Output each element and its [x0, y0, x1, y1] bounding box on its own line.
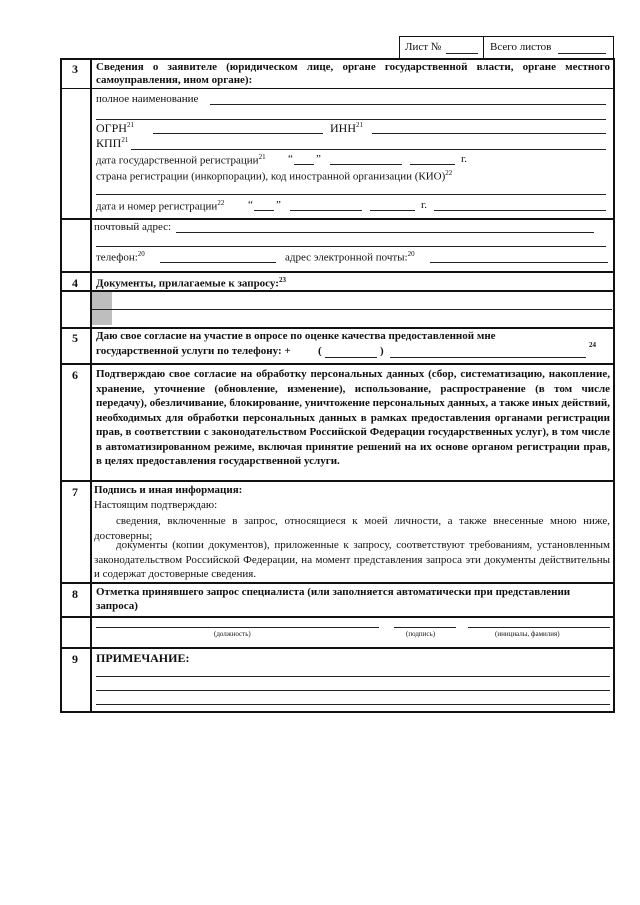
- note-field-2[interactable]: [96, 690, 610, 691]
- section-3-title: Сведения о заявителе (юридическом лице, органе государственной власти, органе местного самоуправления, ином органе):: [96, 61, 610, 86]
- reg-date-day-field[interactable]: [294, 164, 314, 165]
- full-name-label: полное наименование: [96, 93, 199, 105]
- postal-address-field-2[interactable]: [96, 246, 606, 247]
- reg-number-month-field[interactable]: [290, 210, 362, 211]
- initials-field[interactable]: [468, 627, 610, 628]
- reg-number-day-field[interactable]: [254, 210, 274, 211]
- section-8-title: Отметка принявшего запрос специалиста (или заполняется автоматически при представлении запроса): [96, 586, 571, 612]
- email-label: адрес электронной почты:$^{20}$: [285, 250, 415, 264]
- reg-date-number-label: дата и номер регистрации$^{22}$: [96, 199, 225, 213]
- section-7-para2: документы (копии документов), приложенные к запросу, соответствуют требованиям, установленным законодательством Российской Федерации, на момент представления запроса эти документы действительны и содержат достоверные сведения.: [94, 539, 610, 580]
- phone-field[interactable]: [160, 262, 276, 263]
- documents-field[interactable]: [92, 309, 612, 310]
- section-7-para1: сведения, включенные в запрос, относящиеся к моей личности, а также внесенные мною ниже, достоверны;: [94, 515, 610, 542]
- section-7-line1: Настоящим подтверждаю:: [94, 499, 218, 511]
- reg-number-field[interactable]: [434, 210, 606, 211]
- country-field[interactable]: [96, 194, 606, 195]
- reg-date-label: дата государственной регистрации$^{21}$: [96, 153, 266, 167]
- section-4-number: 4: [72, 276, 78, 290]
- postal-address-field[interactable]: [176, 232, 594, 233]
- reg-date-year-field[interactable]: [410, 164, 455, 165]
- inn-label: ИНН$^{21}$: [330, 121, 363, 135]
- section-7-number: 7: [72, 485, 78, 499]
- kpp-label: КПП$^{21}$: [96, 136, 129, 150]
- inn-field[interactable]: [372, 133, 606, 134]
- phone-code-field[interactable]: [325, 357, 377, 358]
- kpp-field[interactable]: [131, 149, 606, 150]
- section-9-number: 9: [72, 652, 78, 666]
- reg-number-year-field[interactable]: [370, 210, 415, 211]
- section-5-text-line2: государственной услуги по телефону: +: [96, 345, 291, 357]
- sheet-header-box: [399, 36, 614, 59]
- sheet-no-field[interactable]: [446, 53, 478, 54]
- section-9-title: ПРИМЕЧАНИЕ:: [96, 651, 190, 665]
- initials-caption: (инициалы, фамилия): [495, 630, 560, 638]
- reg-date-month-field[interactable]: [330, 164, 402, 165]
- section-6-number: 6: [72, 368, 78, 382]
- total-sheets-field[interactable]: [558, 53, 606, 54]
- signature-caption: (подпись): [406, 630, 436, 638]
- country-label: страна регистрации (инкорпорации), код иностранной организации (КИО)$^{22}$: [96, 169, 453, 183]
- position-caption: (должность): [214, 630, 251, 638]
- note-field-1[interactable]: [96, 676, 610, 677]
- section-7-title: Подпись и иная информация:: [94, 484, 243, 496]
- section-6-text: Подтверждаю свое согласие на обработку персональных данных (сбор, систематизацию, накопление, хранение, уточнение (обновление, изменение), использование, распространение (в том числе передачу), обезличивание, блокирование, уничтожение персональных данных, а также иных действий, необходимых для обработки персональных данных в рамках предоставления органами регистрации прав, в соответствии с законодательством Российской Федерации государственных услуг), в том числе в автоматизированном режиме, включая принятие решений на их основе органом регистрации прав, в целях предоставления государственной услуги.: [96, 368, 610, 467]
- section-3-number: 3: [72, 62, 78, 76]
- section-5-number: 5: [72, 331, 78, 345]
- total-sheets-label: Всего листов: [490, 41, 552, 53]
- phone-label: телефон:$^{20}$: [96, 250, 145, 264]
- postal-address-label: почтовый адрес:: [94, 221, 172, 233]
- email-field[interactable]: [430, 262, 608, 263]
- position-field[interactable]: [96, 627, 379, 628]
- signature-field[interactable]: [394, 627, 456, 628]
- section-8-number: 8: [72, 587, 78, 601]
- section-4-title: Документы, прилагаемые к запросу:$^{23}$: [96, 276, 286, 290]
- full-name-field[interactable]: [210, 104, 606, 105]
- section-5-text-line1: Даю свое согласие на участие в опросе по оценке качества предоставленной мне: [96, 330, 496, 342]
- ogrn-field[interactable]: [153, 133, 323, 134]
- sheet-no-label: Лист №: [405, 41, 442, 53]
- note-field-3[interactable]: [96, 704, 610, 705]
- full-name-field-2[interactable]: [96, 119, 606, 120]
- phone-number-field[interactable]: [390, 357, 586, 358]
- ogrn-label: ОГРН$^{21}$: [96, 121, 134, 135]
